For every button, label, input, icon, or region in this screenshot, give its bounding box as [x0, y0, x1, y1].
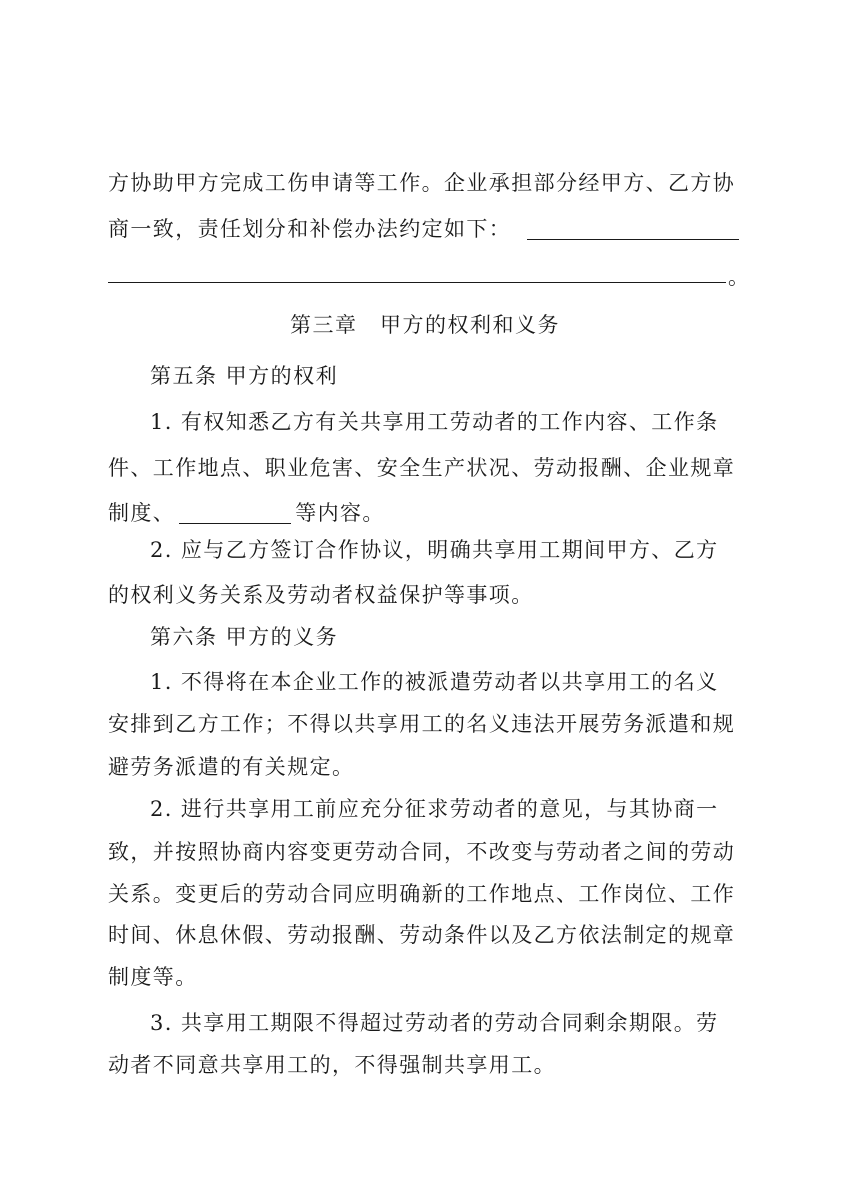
paragraph-line: 致，并按照协商内容变更劳动合同，不改变与劳动者之间的劳动	[108, 840, 736, 864]
paragraph-line: 时间、休息休假、劳动报酬、劳动条件以及乙方依法制定的规章	[108, 923, 736, 947]
paragraph-line: 安排到乙方工作；不得以共享用工的名义违法开展劳务派遣和规	[108, 712, 736, 736]
paragraph-text: 制度、	[108, 501, 176, 525]
period-mark: 。	[728, 265, 749, 289]
paragraph-line	[108, 498, 738, 528]
article-title: 第五条 甲方的权利	[150, 364, 339, 388]
paragraph-line: 动者不同意共享用工的，不得强制共享用工。	[108, 1053, 556, 1077]
paragraph-line: 2. 进行共享用工前应充分征求劳动者的意见，与其协商一	[150, 797, 719, 821]
fill-in-blank	[179, 501, 291, 524]
fill-in-blank-long	[108, 281, 726, 283]
paragraph-line: 1. 不得将在本企业工作的被派遣劳动者以共享用工的名义	[150, 670, 719, 694]
paragraph-text: 商一致，责任划分和补偿办法约定如下：	[108, 217, 512, 241]
paragraph-line: 方协助甲方完成工伤申请等工作。企业承担部分经甲方、乙方协	[108, 171, 736, 195]
chapter-title: 第三章 甲方的权利和义务	[290, 313, 560, 337]
paragraph-line: 的权利义务关系及劳动者权益保护等事项。	[108, 583, 534, 607]
paragraph-line: 制度等。	[108, 965, 198, 989]
paragraph-line: 1. 有权知悉乙方有关共享用工劳动者的工作内容、工作条	[150, 410, 719, 434]
paragraph-text: 等内容。	[295, 501, 385, 525]
paragraph-line: 关系。变更后的劳动合同应明确新的工作地点、工作岗位、工作	[108, 882, 736, 906]
paragraph-line: 2. 应与乙方签订合作协议，明确共享用工期间甲方、乙方	[150, 538, 719, 562]
paragraph-line	[108, 214, 738, 244]
paragraph-line: 3. 共享用工期限不得超过劳动者的劳动合同剩余期限。劳	[150, 1011, 719, 1035]
article-title: 第六条 甲方的义务	[150, 625, 339, 649]
fill-in-blank	[527, 217, 739, 240]
paragraph-line: 件、工作地点、职业危害、安全生产状况、劳动报酬、企业规章	[108, 456, 736, 480]
paragraph-line: 避劳务派遣的有关规定。	[108, 755, 355, 779]
